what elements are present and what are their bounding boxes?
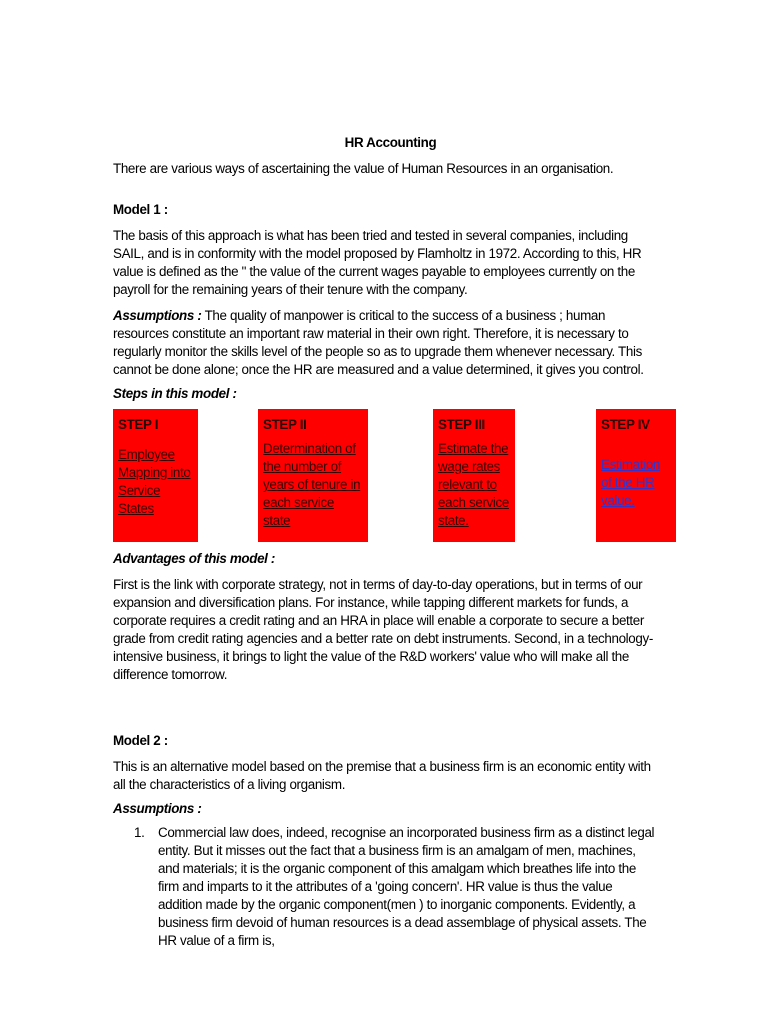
step-link-1[interactable]: Employee Mapping into Service States	[118, 447, 191, 516]
steps-row	[113, 409, 661, 543]
assumptions-list	[113, 824, 658, 950]
advantages-heading: Advantages of this model :	[113, 551, 276, 566]
step-link-2[interactable]: Determination of the number of years of tenure in each service state	[263, 441, 361, 528]
model1-paragraph: The basis of this approach is what has been tried and tested in several companies, including SAIL, and is in conformity with the model proposed by Flamholtz in 1972. According to this, HR value is defined as the " the value of the current wages payable to employees currently on the payroll for the remaining years of their tenure with the company.	[113, 228, 642, 297]
model1-assumptions	[113, 307, 658, 379]
list-item-text: Commercial law does, indeed, recognise an incorporated business firm as a distinct legal entity. But it misses out the fact that a business firm is an amalgam of men, machines, and materials; it is the organic component of this amalgam which breathes life into the firm and imparts to it the attributes of a 'going concern'. HR value is thus the value addition made by the organic component(men ) to inorganic components. Evidently, a business firm devoid of human resources is a dead assemblage of physical assets. The HR value of a firm is,	[158, 825, 655, 948]
step-box-1	[113, 409, 198, 542]
model2-heading: Model 2 :	[113, 733, 168, 748]
step-title: STEP II	[263, 417, 307, 432]
list-item	[113, 824, 658, 950]
page-title: HR Accounting	[344, 135, 437, 150]
advantages-paragraph: First is the link with corporate strategy, not in terms of day-to-day operations, but in terms of our expansion and diversification plans. For instance, while tapping different markets for funds, a corporate requires a credit rating and an HRA in place will enable a corporate to secure a better grade from credit rating agencies and a better rate on debt instruments. Second, in a technology-intensive business, it brings to light the value of the R&D workers' value who will make all the difference tomorrow.	[113, 577, 653, 682]
step-link-4[interactable]: Estimation of the HR value.	[601, 457, 661, 508]
model2-assumptions-label: Assumptions :	[113, 801, 202, 816]
model1-heading: Model 1 :	[113, 202, 168, 217]
step-box-2	[258, 409, 368, 542]
step-box-3	[433, 409, 515, 542]
step-box-4	[596, 409, 676, 542]
step-title: STEP III	[438, 417, 485, 432]
assumptions-text: The quality of manpower is critical to the success of a business ; human resources constitute an important raw material in their own right. Therefore, it is necessary to regularly monitor the skills level of the people so as to upgrade them whenever necessary. This cannot be done alone; once the HR are measured and a value determined, it gives you control.	[113, 308, 644, 377]
document-page	[113, 134, 661, 950]
steps-heading: Steps in this model :	[113, 386, 237, 401]
intro-paragraph: There are various ways of ascertaining the value of Human Resources in an organisation.	[113, 161, 614, 176]
step-link-3[interactable]: Estimate the wage rates relevant to each service state.	[438, 441, 509, 528]
assumptions-label: Assumptions :	[113, 308, 202, 323]
model2-paragraph: This is an alternative model based on the premise that a business firm is an economic entity with all the characteristics of a living organism.	[113, 759, 651, 792]
list-number: 1.	[134, 825, 145, 840]
step-title: STEP I	[118, 417, 159, 432]
step-title: STEP IV	[601, 417, 650, 432]
